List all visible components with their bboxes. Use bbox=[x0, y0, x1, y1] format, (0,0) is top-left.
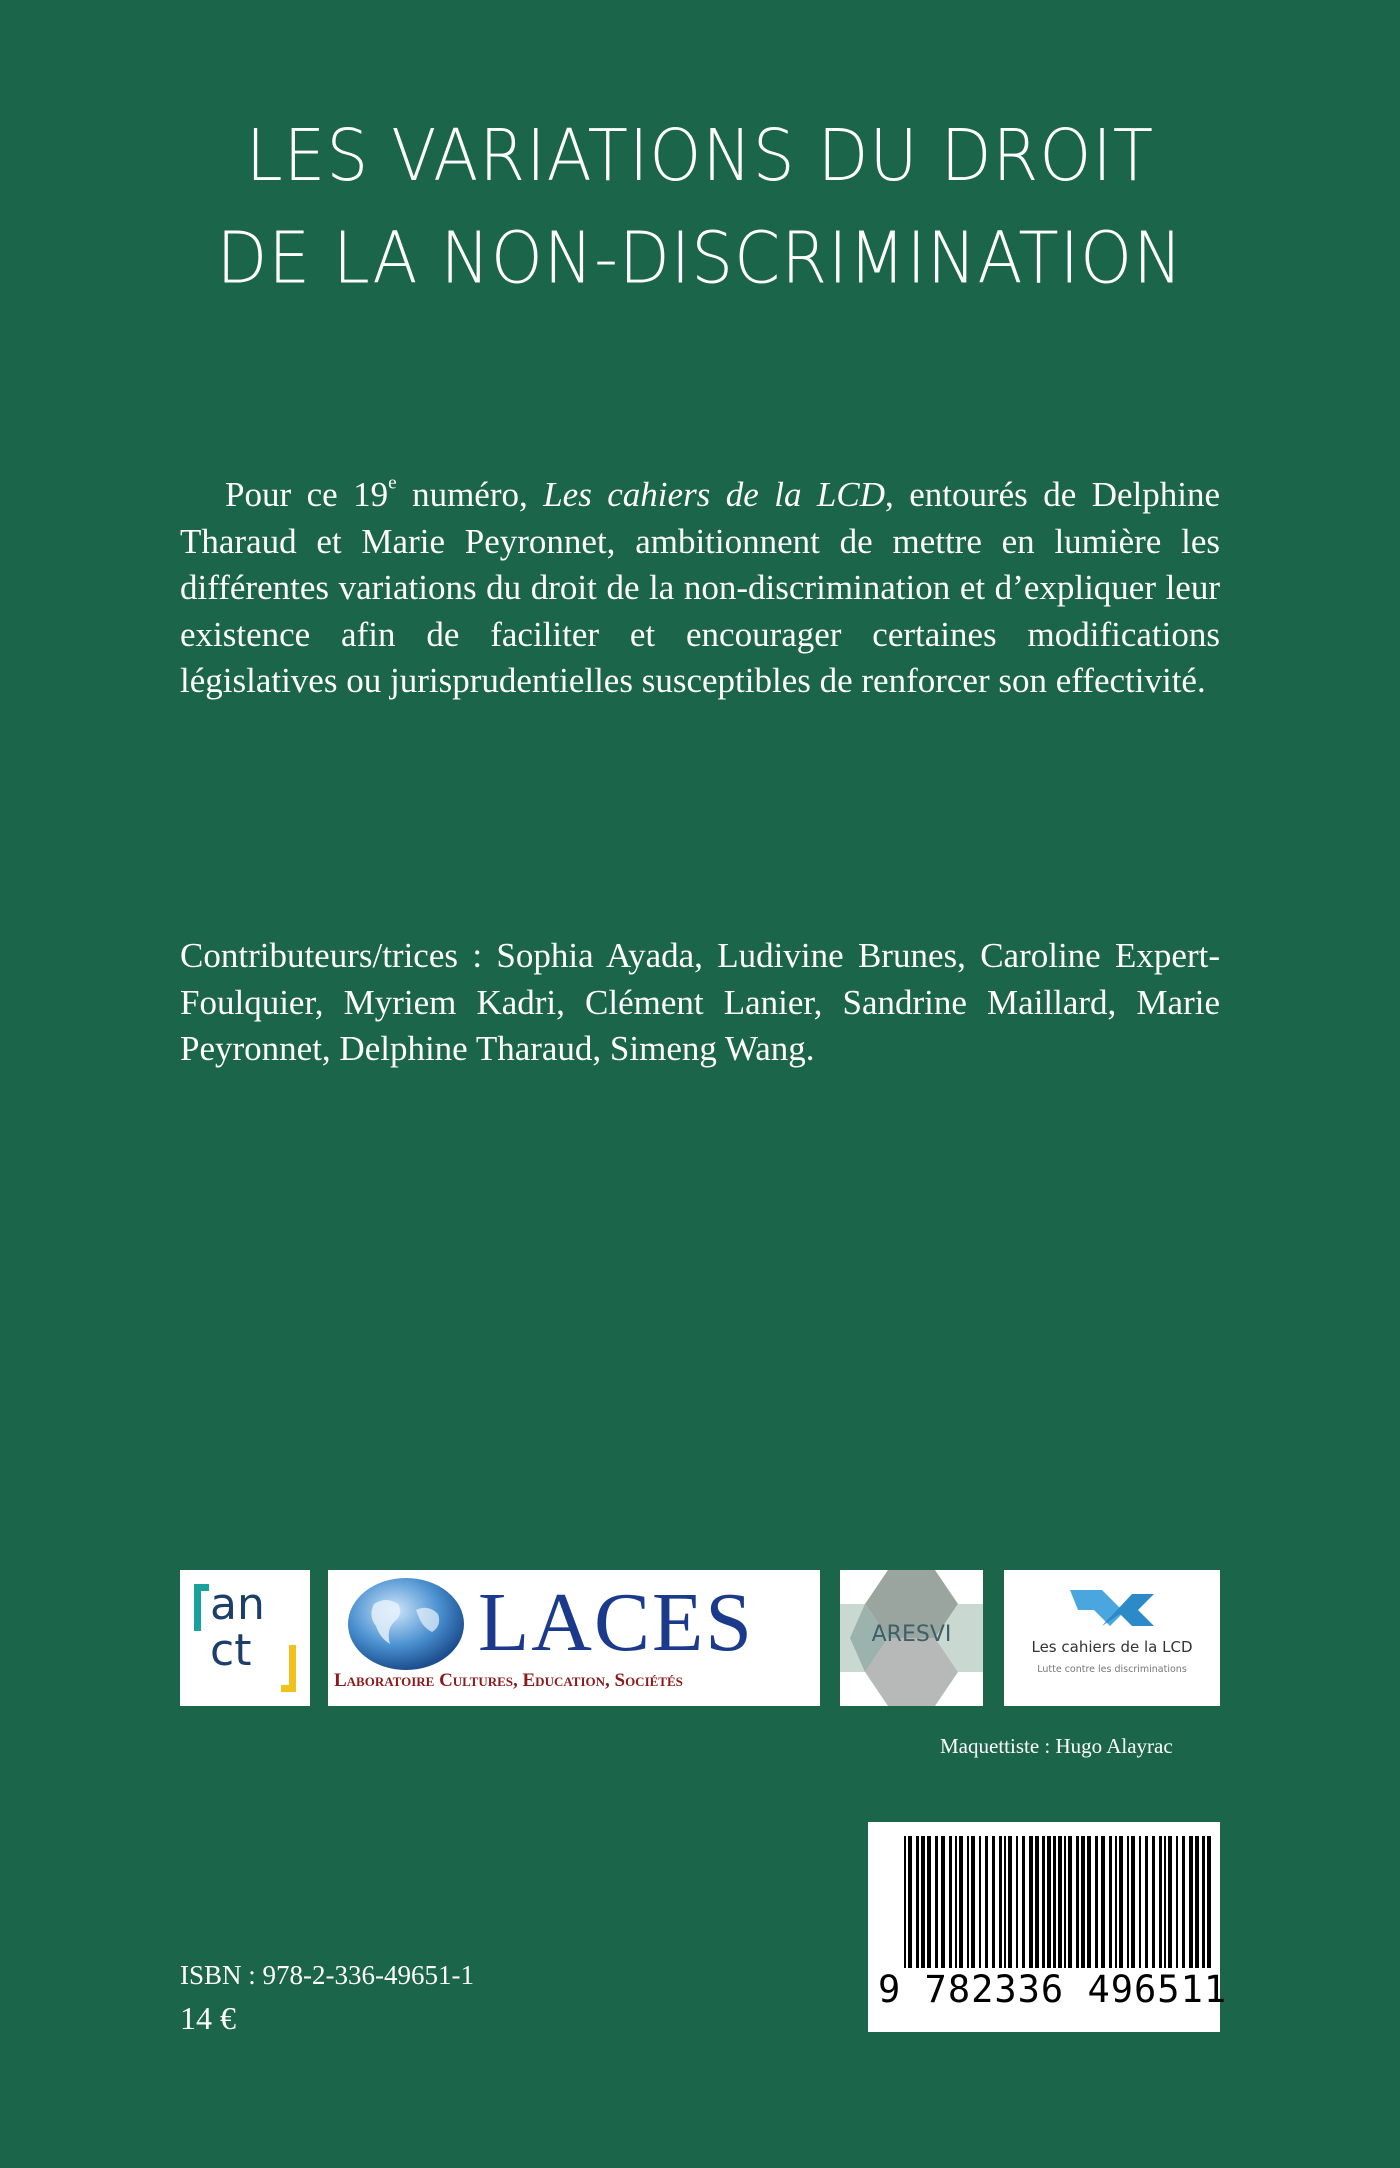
barcode-bar bbox=[1016, 1836, 1018, 1968]
barcode-bar bbox=[1095, 1836, 1098, 1968]
barcode-bar bbox=[1131, 1836, 1135, 1968]
barcode-bar bbox=[1189, 1836, 1193, 1968]
barcode-bar bbox=[971, 1836, 975, 1968]
barcode-bar bbox=[1127, 1836, 1129, 1968]
contributors-paragraph: Contributeurs/trices : Sophia Ayada, Ludivine Brunes, Caroline Expert-Foulquier, Myriem Kadri, Clément Lanier, Sandrine Maillard, Marie Peyronnet, Delphine Tharaud, Simeng Wang. bbox=[180, 936, 1220, 1068]
barcode-bar bbox=[959, 1836, 963, 1968]
barcode-bar bbox=[999, 1836, 1002, 1968]
laces-subtitle: Laboratoire Cultures, Education, Sociétés bbox=[334, 1670, 683, 1691]
barcode-bar bbox=[1202, 1836, 1205, 1968]
barcode-bar bbox=[904, 1836, 906, 1968]
title-line-2: DE LA NON-DISCRIMINATION bbox=[216, 216, 1184, 300]
synopsis-paragraph bbox=[180, 472, 1220, 705]
barcode-bar bbox=[1101, 1836, 1105, 1968]
barcode-bar bbox=[916, 1836, 919, 1968]
barcode-bar bbox=[1159, 1836, 1162, 1968]
aresvi-wordmark: ARESVI bbox=[871, 1622, 952, 1647]
synopsis-part-1: Pour ce 19 bbox=[225, 475, 389, 514]
barcode-bar bbox=[927, 1836, 931, 1968]
barcode-bar bbox=[1115, 1836, 1117, 1968]
barcode-bar bbox=[1047, 1836, 1051, 1968]
laces-logo bbox=[328, 1570, 820, 1706]
barcode-bar bbox=[1029, 1836, 1033, 1968]
lcd-title: Les cahiers de la LCD bbox=[1031, 1638, 1193, 1656]
barcode-bar bbox=[1064, 1836, 1066, 1968]
barcode-bar bbox=[979, 1836, 981, 1968]
series-title: Les cahiers de la LCD bbox=[543, 475, 885, 514]
barcode-bar bbox=[1195, 1836, 1199, 1968]
barcode-bar bbox=[1042, 1836, 1045, 1968]
barcode-bar bbox=[949, 1836, 952, 1968]
isbn-barcode bbox=[868, 1822, 1228, 2032]
laces-wordmark: LACES bbox=[478, 1576, 755, 1669]
globe-icon bbox=[346, 1574, 466, 1670]
barcode-bar bbox=[908, 1836, 912, 1968]
barcode-bar bbox=[1182, 1836, 1185, 1968]
barcode-bar bbox=[1068, 1836, 1072, 1968]
aresvi-logo bbox=[840, 1570, 983, 1706]
anct-bracket-left bbox=[194, 1584, 209, 1631]
barcode-bar bbox=[941, 1836, 945, 1968]
book-title bbox=[0, 104, 1400, 309]
barcode-bar bbox=[992, 1836, 995, 1968]
barcode-digits: 9 782336 496511 bbox=[878, 1968, 1228, 2011]
barcode-bar bbox=[1022, 1836, 1025, 1968]
barcode-bar bbox=[1087, 1836, 1091, 1968]
barcode-bar bbox=[935, 1836, 938, 1968]
barcode-bar bbox=[1035, 1836, 1039, 1968]
anct-logo bbox=[180, 1570, 310, 1706]
barcode-bar bbox=[1145, 1836, 1148, 1968]
barcode-bar bbox=[955, 1836, 957, 1968]
barcode-bar bbox=[967, 1836, 969, 1968]
barcode-bar bbox=[1008, 1836, 1012, 1968]
ordinal-suffix: e bbox=[388, 472, 397, 494]
lcd-subtitle: Lutte contre les discriminations bbox=[1037, 1664, 1187, 1675]
barcode-bar bbox=[1081, 1836, 1085, 1968]
anct-line-1: an bbox=[210, 1579, 265, 1630]
barcode-bar bbox=[1076, 1836, 1079, 1968]
isbn-number: ISBN : 978-2-336-49651-1 bbox=[180, 1960, 474, 1990]
barcode-bar bbox=[1053, 1836, 1056, 1968]
price: 14 € bbox=[180, 2000, 236, 2036]
double-arrow-icon bbox=[1062, 1580, 1162, 1636]
barcode-bar bbox=[1176, 1836, 1178, 1968]
barcode-bar bbox=[1109, 1836, 1112, 1968]
barcode-bars bbox=[868, 1822, 1220, 1972]
designer-credit: Maquettiste : Hugo Alayrac bbox=[940, 1734, 1173, 1758]
barcode-bar bbox=[985, 1836, 988, 1968]
barcode-bar bbox=[1119, 1836, 1123, 1968]
barcode-bar bbox=[1164, 1836, 1166, 1968]
barcode-bar bbox=[1004, 1836, 1006, 1968]
title-line-1: LES VARIATIONS DU DROIT bbox=[245, 114, 1155, 198]
barcode-bar bbox=[1207, 1836, 1211, 1968]
barcode-bar bbox=[1168, 1836, 1172, 1968]
synopsis-part-2: numéro, bbox=[396, 475, 544, 514]
barcode-bar bbox=[921, 1836, 925, 1968]
lcd-logo bbox=[1004, 1570, 1220, 1706]
barcode-bar bbox=[1058, 1836, 1062, 1968]
anct-bracket-right bbox=[281, 1645, 296, 1692]
barcode-bar bbox=[1139, 1836, 1141, 1968]
barcode-bar bbox=[1152, 1836, 1155, 1968]
synopsis-part-3: , entourés de Delphine Tharaud et Marie Peyronnet, ambitionnent de mettre en lumière les différentes variations du droit de la non-discrimination et d’expliquer leur existence afin de faciliter et encourager certaines modifications législatives ou jurisprudentielles susceptibles de renforcer son effectivité. bbox=[180, 475, 1220, 700]
anct-line-2: ct bbox=[210, 1625, 252, 1676]
